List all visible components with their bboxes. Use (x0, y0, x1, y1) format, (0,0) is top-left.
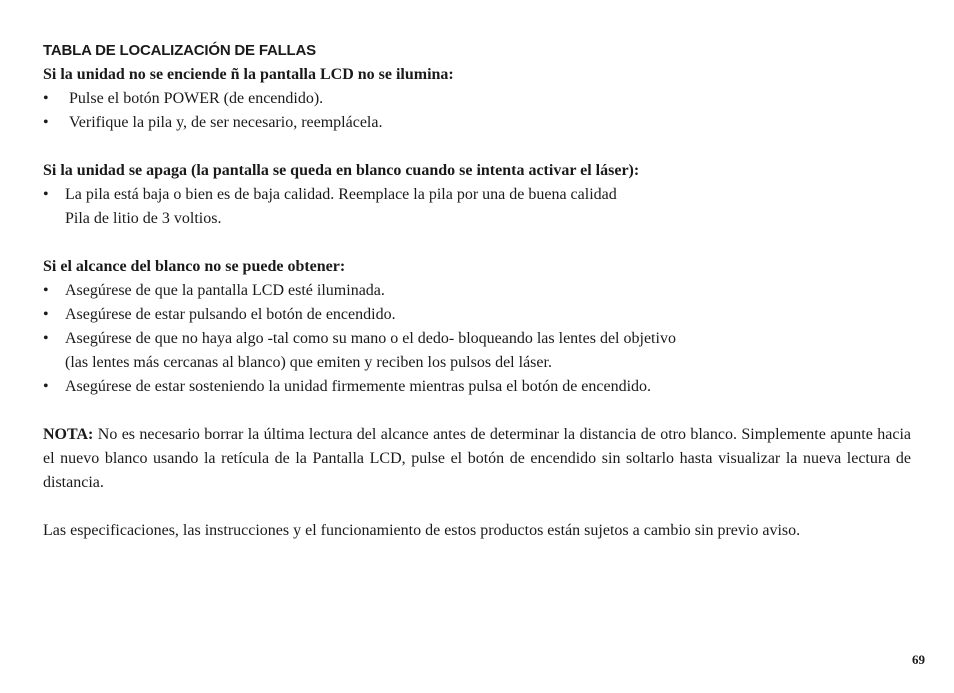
list-item-text: Pila de litio de 3 voltios. (65, 210, 222, 227)
spacer (43, 135, 911, 159)
spacer (43, 399, 911, 423)
bullet-icon: • (43, 186, 49, 203)
note-text: No es necesario borrar la última lectura del alcance antes de determinar la distancia de otro blanco. Simplemente apunte hacia el nuevo blanco usando la retícula de la Pantalla LCD, pulse el botón de encendido sin soltarlo hasta visualizar la nueva lectura de distancia. (43, 426, 911, 491)
list-item (43, 303, 911, 327)
list-item-continuation (43, 207, 911, 231)
note-paragraph (43, 423, 911, 495)
section-list-no-power (43, 87, 911, 135)
list-item (43, 327, 911, 351)
list-item (43, 279, 911, 303)
list-item (43, 87, 911, 111)
list-item-text: (las lentes más cercanas al blanco) que emiten y reciben los pulsos del láser. (65, 354, 552, 371)
troubleshooting-page (43, 39, 911, 543)
list-item (43, 375, 911, 399)
list-item-text: Pulse el botón POWER (de encendido). (69, 90, 324, 107)
list-item-text: Asegúrese de que la pantalla LCD esté iluminada. (65, 282, 385, 299)
list-item (43, 111, 911, 135)
bullet-icon: • (43, 282, 49, 299)
page-number: 69 (912, 652, 925, 667)
list-item-text: Asegúrese de estar pulsando el botón de encendido. (65, 306, 396, 323)
list-item-text: Verifique la pila y, de ser necesario, reemplácela. (69, 114, 383, 131)
disclaimer-text: Las especificaciones, las instrucciones y el funcionamiento de estos productos están sujetos a cambio sin previo aviso. (43, 522, 801, 539)
section-title-no-power: Si la unidad no se enciende ñ la pantalla LCD no se ilumina: (43, 66, 454, 83)
note-label: NOTA: (43, 426, 94, 443)
bullet-icon: • (43, 90, 49, 107)
spacer (43, 495, 911, 519)
list-item-text: Asegúrese de estar sosteniendo la unidad firmemente mientras pulsa el botón de encendido. (65, 378, 652, 395)
section-list-no-range (43, 279, 911, 399)
list-item (43, 183, 911, 207)
spacer (43, 231, 911, 255)
section-title-no-range: Si el alcance del blanco no se puede obtener: (43, 258, 346, 275)
list-item-text: Asegúrese de que no haya algo -tal como su mano o el dedo- bloqueando las lentes del objetivo (65, 330, 676, 347)
section-title-shuts-off: Si la unidad se apaga (la pantalla se queda en blanco cuando se intenta activar el láser): (43, 162, 640, 179)
bullet-icon: • (43, 378, 49, 395)
bullet-icon: • (43, 330, 49, 347)
list-item-continuation (43, 351, 911, 375)
page-heading: TABLA DE LOCALIZACIÓN DE FALLAS (43, 42, 316, 59)
bullet-icon: • (43, 114, 49, 131)
list-item-text: La pila está baja o bien es de baja calidad. Reemplace la pila por una de buena calidad (65, 186, 617, 203)
section-list-shuts-off (43, 183, 911, 231)
bullet-icon: • (43, 306, 49, 323)
